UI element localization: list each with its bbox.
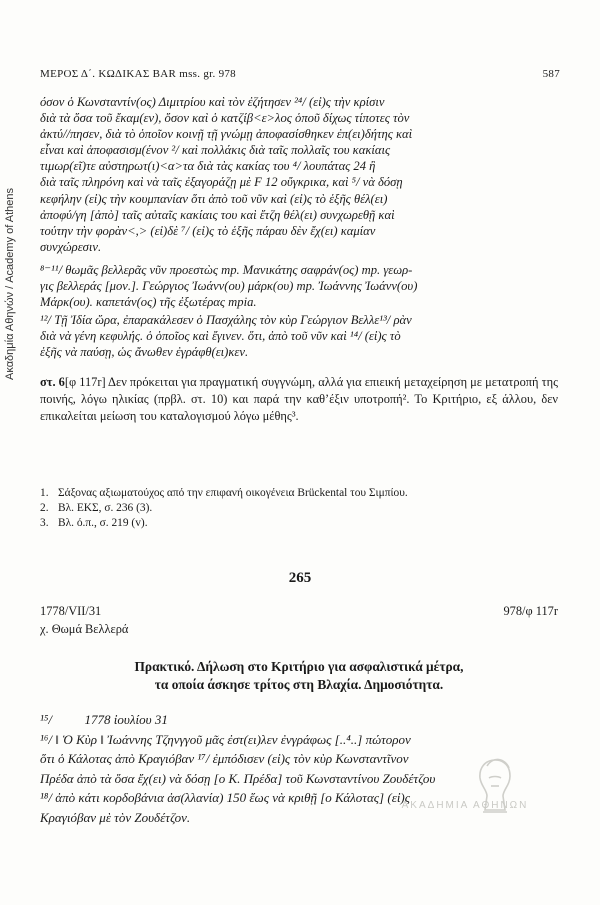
greek-line: όσον ὁ Κωνσταντίν(ος) Διμιτρίου καὶ τὸν ἐζήτησεν ²⁴/ (εἰ)ς τὴν κρίσιν — [40, 95, 385, 109]
athena-stamp-icon — [465, 752, 525, 822]
running-head-title: ΜΕΡΟΣ Δ΄. ΚΩΔΙΚΑΣ BAR mss. gr. 978 — [40, 68, 236, 80]
note-block — [40, 312, 558, 360]
footnote — [40, 486, 558, 501]
footnote-number: 2. — [40, 502, 49, 514]
note-line: ¹²/ Τῇ Ἰδία ὥρα, ἐπαρακάλεσεν ὁ Πασχάλης τὸν κὺρ Γεώργιον Βελλε¹³/ ρὰν — [40, 313, 412, 327]
footnote-text: Σάξονας αξιωματούχος από την επιφανή οικογένεια Brückental του Σιμπίου. — [58, 487, 408, 499]
stamp-text: ΑΚΑΔΗΜΙΑ ΑΘΗΝΩΝ — [401, 800, 529, 811]
signatures-block — [40, 262, 558, 310]
footnote-number: 3. — [40, 517, 49, 529]
commentary-label: στ. 6 — [40, 375, 65, 389]
signature-line: ⁸⁻¹¹/ θωμᾶς βελλερᾶς νῦν προεστὼς mp. Μανικάτης σαφράν(ος) mp. γεωρ- — [40, 263, 413, 277]
running-head — [40, 68, 560, 80]
greek-line: ἀκτύ//πησεν, διὰ τὸ ὁποῖον κοινῇ τῇ γνώμῃ ἀποφασίσθηκεν ἐπ(ει)δήτης καὶ — [40, 127, 413, 142]
document-place-row — [40, 622, 558, 637]
body-line: ¹⁸/ ἀπὸ κάτι κορδοβάνια ἀσ(λλανία) 150 ἕως νὰ κριθῇ [ο Κάλοτας] (εἰ)ς — [40, 790, 411, 805]
footnote-text: Βλ. ό.π., σ. 219 (v). — [58, 517, 148, 529]
body-line: Πρέδα ἀπὸ τὰ ὅσα ἔχ(ει) νὰ δόσῃ [ο Κ. Πρέδα] τοῦ Κωνσταντίνου Ζουδέτζου — [40, 770, 436, 786]
document-place: χ. Θωμά Βελλερά — [40, 622, 129, 636]
greek-line: διὰ ταῖς πληρόνη καὶ νὰ ταῖς ἐξαγοράζῃ μὲ F 12 οὔγκρικα, καὶ ⁵/ νὰ δόσῃ — [40, 175, 403, 190]
commentary-paragraph — [40, 374, 558, 425]
greek-text-block — [40, 94, 558, 255]
academy-watermark: Ακαδημία Αθηνών / Academy of Athens — [4, 187, 16, 380]
body-line: ὅτι ὁ Κάλοτας ἀπὸ Κραγιόβαν ¹⁷/ ἐμπόδισεν (εἰ)ς τὸν κὺρ Κωνσταντῖνον — [40, 751, 409, 766]
signature-line: γις βελλεράς [μον.]. Γεώργιος Ἰωάνν(ου) μάρκ(ου) mp. Ἰωάννης Ἰωάνν(ου) — [40, 279, 418, 294]
heading-line: τα οποία άσκησε τρίτος στη Βλαχία. Δημοσιότητα. — [154, 677, 444, 692]
footnotes — [40, 486, 558, 531]
body-line: ¹⁶/ ‖ Ὁ Κὺρ ‖ Ἰωάννης Τζηνγγοῦ μᾶς ἐστ(ει)λεν ἐνγράφως [..⁴..] πώτορον — [40, 731, 411, 747]
greek-line: διὰ τὰ ὅσα τοῦ ἔκαμ(εν), ὅσον καὶ ὁ κατζίβ<ε>λος ὁποῦ δίχως τίποτες τὸν — [40, 111, 410, 126]
page-number: 587 — [542, 68, 560, 80]
heading-line: Πρακτικό. Δήλωση στο Κριτήριο για ασφαλιστικά μέτρα, — [134, 659, 464, 674]
greek-line: κεφήλην (εἰ)ς τὴν κουμπανίαν ὅτι ἀπὸ τοῦ νῦν καὶ (εἰ)ς τὸ ἑξῆς θέλ(ει) — [40, 191, 388, 206]
document-date: 1778/VII/31 — [40, 604, 102, 618]
footnote-number: 1. — [40, 487, 49, 499]
document-number: 265 — [288, 570, 312, 586]
greek-line: ἀποφύ/γη [ἀπὸ] ταῖς αὐταῖς κακίαις του καὶ ἔτζη θέλ(ει) συνχωρεθῇ καὶ — [40, 207, 395, 222]
commentary-text: [φ 117r] Δεν πρόκειται για πραγματική συγγνώμη, αλλά για επιεική μεταχείρηση με μετατροπή της ποινής, λόγω ηλικίας (πρβλ. στ. 10) και παρά την καθ’έξιν υποτροπή². Το Κριτήριο, εξ άλλου, δεν επικαλείται μείωση του καταλογισμού λόγω μέθης³. — [40, 375, 558, 423]
greek-line: συνχώρεσιν. — [40, 239, 102, 254]
document-folio: 978/φ 117r — [503, 604, 558, 618]
body-line: Κραγιόβαν μὲ τὸν Ζουδέτζον. — [40, 809, 191, 825]
greek-line: τούτην τὴν φορὰν<,> (εἰ)δὲ ⁷/ (εἰ)ς τὸ ἑξῆς πάραυ δὲν ἔχ(ει) καμίαν — [40, 223, 376, 238]
document-heading — [40, 658, 558, 694]
footnote — [40, 501, 558, 516]
note-line: διὰ νὰ γένη κεφυλής. ὁ ὁποῖος καὶ ἔγινεν. ὅτι, ἀπὸ τοῦ νῦν καὶ ¹⁴/ (εἰ)ς τὸ — [40, 329, 401, 344]
greek-line: τιμωρ(εῖ)τε αὐστηρωτ(ι)<α>τα διὰ τὰς κακίας του ⁴/ λουπάτας 24 ἢ — [40, 159, 376, 174]
greek-line: εἶναι καὶ ἀποφασισμ(ένον ²/ καὶ πολλάκις διὰ ταῖς πολλαῖς του κακίαις — [40, 143, 391, 158]
note-line: ἑξῆς νὰ παύσῃ, ὡς ἄνωθεν ἐγράφθ(ει)κεν. — [40, 345, 249, 360]
document-meta-row — [40, 604, 558, 619]
footnote — [40, 516, 558, 531]
body-line: ¹⁵/ 1778 ἰουλίου 31 — [40, 712, 168, 727]
signature-line: Μάρκ(ου). καπετάν(ος) τῆς ἐξωτέρας mpia. — [40, 295, 257, 310]
footnote-text: Βλ. ΕΚΣ, σ. 236 (3). — [58, 502, 153, 514]
